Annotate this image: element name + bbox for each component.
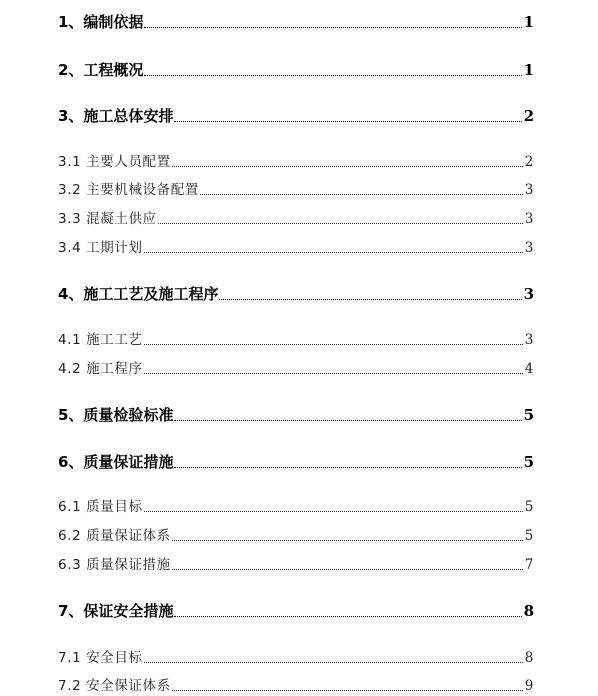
toc-entry-title: 7.1 安全目标 [58,649,143,666]
toc-entry-4[interactable] [58,284,534,302]
toc-entry-title: 4.2 施工程序 [58,360,143,377]
dot-leader [144,26,521,28]
toc-entry-3-4[interactable] [58,238,534,255]
toc-entry-4-1[interactable] [58,330,534,347]
dot-leader [172,165,523,167]
toc-entry-6-3[interactable] [58,555,534,572]
toc-entry-4-2[interactable] [58,359,534,376]
toc-entry-title: 3.2 主要机械设备配置 [58,181,199,198]
toc-entry-page: 4 [524,360,534,377]
dot-leader [144,343,523,345]
toc-entry-7-2[interactable] [58,676,534,693]
toc-entry-page: 5 [523,406,534,424]
toc-entry-7-1[interactable] [58,648,534,665]
toc-entry-page: 9 [524,677,534,694]
toc-entry-title: 6.1 质量目标 [58,498,143,515]
dot-leader [144,372,523,374]
dot-leader [219,298,521,300]
dot-leader [174,419,521,421]
toc-entry-title: 7、保证安全措施 [58,602,174,620]
toc-entry-7[interactable] [58,601,534,619]
toc-entry-page: 3 [524,239,534,256]
toc-entry-3-2[interactable] [58,180,534,197]
dot-leader [144,251,523,253]
toc-entry-title: 2、工程概况 [58,61,144,79]
toc-entry-6[interactable] [58,452,534,470]
toc-entry-title: 6、质量保证措施 [58,453,174,471]
dot-leader [158,222,523,224]
toc-entry-2[interactable] [58,60,534,78]
toc-entry-page: 5 [523,453,534,471]
toc-entry-title: 7.2 安全保证体系 [58,677,171,694]
dot-leader [174,615,521,617]
toc-entry-page: 3 [524,181,534,198]
dot-leader [174,466,521,468]
toc-entry-page: 2 [524,153,534,170]
toc-entry-page: 2 [523,107,534,125]
toc-entry-page: 1 [523,61,534,79]
toc-entry-title: 6.2 质量保证体系 [58,527,171,544]
toc-entry-page: 7 [524,556,534,573]
toc-entry-3-1[interactable] [58,152,534,169]
toc-entry-page: 3 [524,331,534,348]
toc-entry-title: 1、编制依据 [58,13,144,31]
dot-leader [200,193,523,195]
toc-entry-title: 5、质量检验标准 [58,406,174,424]
toc-entry-page: 3 [523,285,534,303]
toc-entry-page: 5 [524,498,534,515]
dot-leader [144,510,523,512]
toc-entry-page: 8 [524,649,534,666]
toc-entry-5[interactable] [58,405,534,423]
toc-entry-title: 3.3 混凝土供应 [58,210,157,227]
toc-entry-title: 6.3 质量保证措施 [58,556,171,573]
toc-entry-page: 8 [523,602,534,620]
dot-leader [172,568,523,570]
toc-entry-title: 3.4 工期计划 [58,239,143,256]
dot-leader [144,74,521,76]
toc-entry-6-1[interactable] [58,497,534,514]
toc-entry-title: 4、施工工艺及施工程序 [58,285,219,303]
toc-entry-title: 3.1 主要人员配置 [58,153,171,170]
dot-leader [172,689,523,691]
toc-entry-3-3[interactable] [58,209,534,226]
toc-entry-title: 4.1 施工工艺 [58,331,143,348]
dot-leader [172,539,523,541]
toc-entry-page: 1 [523,13,534,31]
dot-leader [144,661,523,663]
toc-entry-3[interactable] [58,106,534,124]
toc-entry-title: 3、施工总体安排 [58,107,174,125]
toc-entry-1[interactable] [58,12,534,30]
toc-entry-6-2[interactable] [58,526,534,543]
dot-leader [174,120,521,122]
toc-entry-page: 5 [524,527,534,544]
toc-entry-page: 3 [524,210,534,227]
